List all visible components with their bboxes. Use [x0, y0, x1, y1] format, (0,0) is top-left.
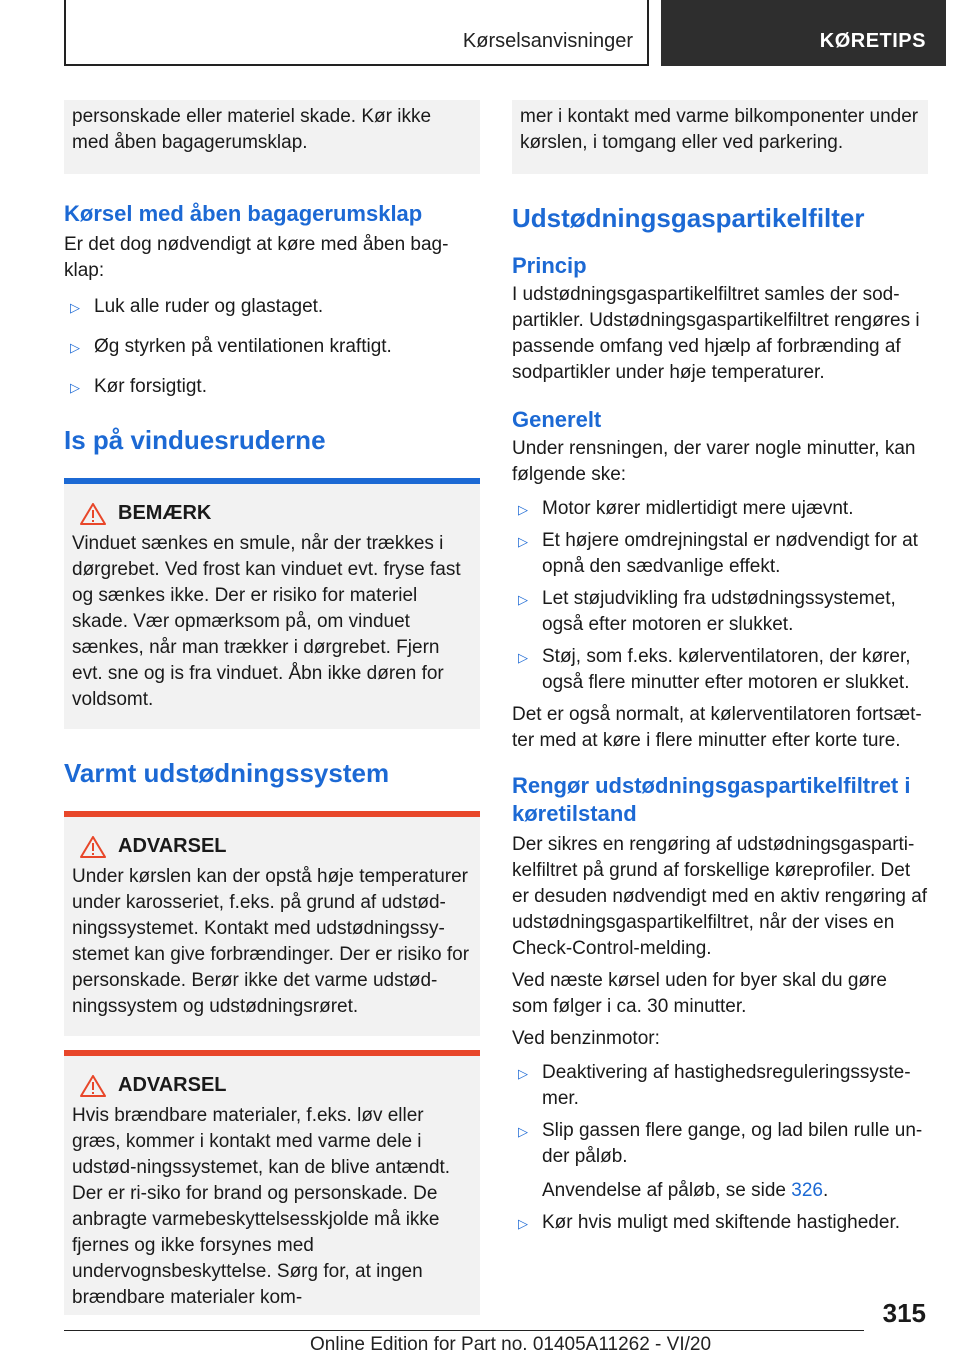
triangle-bullet-icon: ▷	[70, 300, 80, 315]
warning-box-2	[64, 1050, 480, 1315]
warning-box-1	[64, 811, 480, 1036]
continued-warning-box	[512, 100, 928, 174]
continued-warning-box	[64, 100, 480, 174]
triangle-bullet-icon: ▷	[518, 1066, 528, 1081]
list-item: ▷ Motor kører midlertidigt mere ujævnt.	[512, 496, 928, 522]
triangle-bullet-icon: ▷	[518, 1124, 528, 1139]
chapter-tab-label: KØRETIPS	[819, 30, 926, 52]
continued-warning-text: mer i kontakt med varme bilkomponenter under kørslen, i tomgang eller ved parkering.	[520, 106, 919, 153]
heading-open-trunk: Kørsel med åben bagagerumsklap	[64, 201, 423, 226]
warning-triangle-icon	[80, 836, 106, 858]
triangle-bullet-icon: ▷	[518, 592, 528, 607]
footer-edition: Online Edition for Part no. 01405A11262 - VI/20	[310, 1334, 712, 1355]
notice-text: Vinduet sænkes en smule, når der trækkes i dørgrebet. Ved frost kan vinduet evt. fryse fast og sænkes ikke. Der er risiko for materiel skade. Vær opmærksom på, om vinduet sænkes, når man trækker i dørgrebet. Fjern evt. sne og is fra vinduet. Åbn ikke døren for voldsomt.	[72, 533, 461, 710]
cross-reference: Anvendelse af påløb, se side 326.	[542, 1180, 829, 1201]
heading-princip: Princip	[512, 253, 587, 278]
heading-particle-filter: Udstødningsgaspartikelfilter	[512, 203, 865, 233]
generelt-list	[512, 496, 928, 696]
heading-clean-filter: Rengør udstødningsgaspartikelfiltret i køretilstand	[512, 773, 911, 826]
heading-ice: Is på vinduesruderne	[64, 425, 326, 455]
list-item: ▷ Kør hvis muligt med skiftende hastigheder.	[512, 1210, 928, 1236]
triangle-bullet-icon: ▷	[70, 340, 80, 355]
warning-heading	[72, 1074, 472, 1097]
warning-triangle-icon	[80, 503, 106, 525]
right-column	[512, 100, 928, 1236]
warning-label: ADVARSEL	[118, 835, 227, 857]
notice-bar	[64, 478, 480, 484]
warning-bar	[64, 1050, 480, 1056]
list-item: ▷ Øg styrken på ventilationen kraftigt.	[64, 334, 480, 360]
warning-text: Hvis brændbare materialer, f.eks. løv eller græs, kommer i kontakt med varme dele i udstød-ningssystemet, kan de blive antændt. Der er ri-siko for brand og personskade. De anbragte varmebeskyttelsesskjolde må ikke fjernes og ikke forsynes med undervognsbeskyttelse. Sørg for, at ingen brændbare materialer kom-	[72, 1105, 451, 1308]
page-number: 315	[882, 1298, 926, 1328]
list-item: ▷ Et højere omdrejningstal er nødvendigt for at opnå den sædvanlige effekt.	[518, 530, 918, 577]
open-trunk-text: Er det dog nødvendigt at køre med åben bag-klap:	[64, 234, 449, 281]
clean-text-2: Ved næste kørsel uden for byer skal du gøre som følger i ca. 30 minutter.	[512, 970, 887, 1017]
clean-text-1: Der sikres en rengøring af udstødningsgasparti-kelfiltret på grund af forskellige køreprofiler. Det er desuden nødvendigt med en aktiv rengøring af udstødningsgaspartikelfiltret, når der vises en Check-Control-melding.	[512, 834, 928, 959]
left-column	[64, 100, 480, 1315]
heading-generelt: Generelt	[512, 407, 602, 432]
warning-label: ADVARSEL	[118, 1074, 227, 1096]
triangle-bullet-icon: ▷	[518, 534, 528, 549]
section-tab	[64, 0, 649, 66]
warning-heading	[72, 835, 472, 858]
princip-text: I udstødningsgaspartikelfiltret samles der sod-partikler. Udstødningsgaspartikelfiltret rengøres i passende omfang ved hjælp af forbrænding af sodpartikler under høje temperaturer.	[512, 284, 920, 383]
continued-warning-text: personskade eller materiel skade. Kør ikke med åben bagagerumsklap.	[72, 106, 432, 153]
triangle-bullet-icon: ▷	[518, 502, 528, 517]
open-trunk-list	[64, 294, 480, 400]
chapter-tab	[661, 0, 946, 66]
generelt-text: Under rensningen, der varer nogle minutter, kan følgende ske:	[512, 438, 916, 485]
clean-text-3: Ved benzinmotor:	[512, 1028, 660, 1049]
triangle-bullet-icon: ▷	[518, 650, 528, 665]
list-item: ▷ Let støjudvikling fra udstødningssystemet, også efter motoren er slukket.	[518, 588, 896, 635]
triangle-bullet-icon: ▷	[518, 1216, 528, 1231]
page-link[interactable]: 326	[791, 1180, 823, 1201]
list-item: ▷ Kør forsigtigt.	[64, 374, 480, 400]
warning-triangle-icon	[80, 1075, 106, 1097]
list-item: ▷ Luk alle ruder og glastaget.	[64, 294, 480, 320]
notice-heading	[72, 502, 472, 525]
list-item: ▷ Støj, som f.eks. kølerventilatoren, der kører, også flere minutter efter motoren er slukket.	[518, 646, 911, 693]
notice-label: BEMÆRK	[118, 502, 212, 524]
list-item: ▷ Slip gassen flere gange, og lad bilen rulle un-der påløb. Anvendelse af påløb, se side 326.	[512, 1118, 928, 1204]
triangle-bullet-icon: ▷	[70, 380, 80, 395]
heading-hot-exhaust: Varmt udstødningssystem	[64, 758, 390, 788]
warning-bar	[64, 811, 480, 817]
notice-box-bemaerk	[64, 478, 480, 729]
generelt-after-text: Det er også normalt, at kølerventilatoren fortsæt-ter med at køre i flere minutter efter korte ture.	[512, 704, 922, 751]
section-tab-label: Kørselsanvisninger	[462, 30, 633, 52]
warning-text: Under kørslen kan der opstå høje temperaturer under karosseriet, f.eks. på grund af udstød-ningssystemet. Kontakt med udstødningssy-stemet kan give forbrændinger. Der er risiko for personskade. Berør ikke det varme udstød-ningssystem og udstødningsrøret.	[72, 866, 470, 1017]
list-item: ▷ Deaktivering af hastighedsreguleringssyste-mer.	[518, 1062, 911, 1109]
clean-list	[512, 1060, 928, 1236]
footer-rule	[64, 1330, 864, 1331]
